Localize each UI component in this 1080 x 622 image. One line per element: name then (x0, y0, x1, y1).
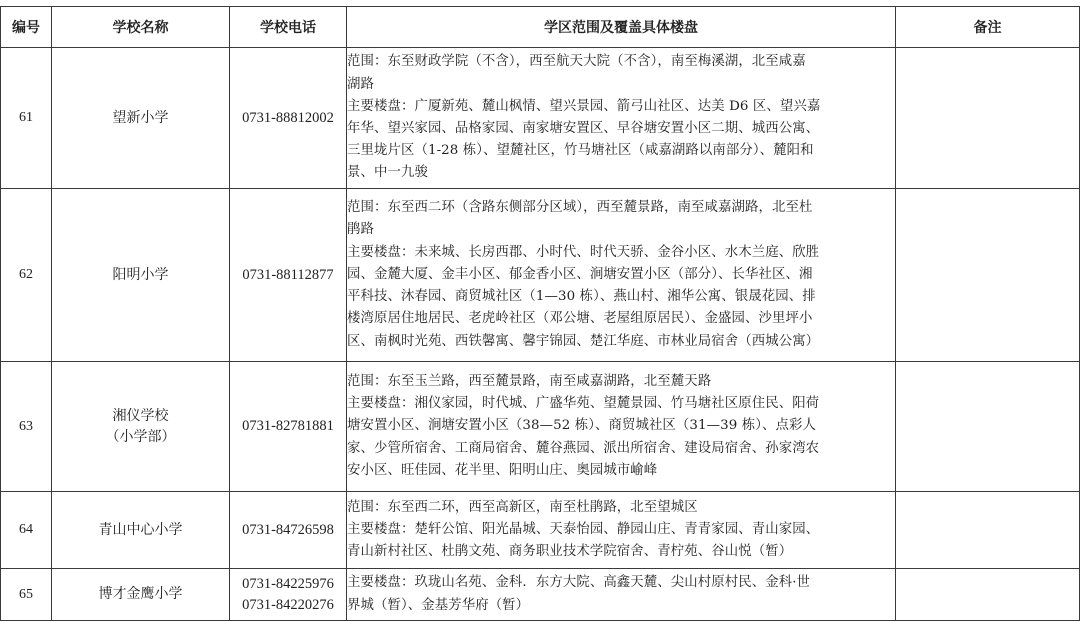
school-phone (230, 362, 347, 492)
scope-line: 景、中一九骏 (347, 165, 428, 181)
school-name (52, 48, 230, 189)
remarks (896, 48, 1080, 189)
school-number: 61 (1, 48, 52, 189)
table-body (1, 48, 1080, 621)
table-row (1, 569, 1080, 621)
header-school-name: 学校名称 (52, 7, 230, 48)
phone-number: 0731-84726598 (242, 521, 334, 538)
header-number: 编号 (1, 7, 52, 48)
scope-line: 三里垅片区（1-28 栋）、望麓社区，竹马塘社区（咸嘉湖路以南部分）、麓阳和 (347, 143, 814, 159)
school-name (52, 492, 230, 569)
district-scope (347, 492, 896, 569)
school-name (52, 362, 230, 492)
scope-line: 家、少管所宿舍、工商局宿舍、麓谷燕园、派出所宿舍、建设局宿舍、孙家湾农 (347, 440, 820, 456)
phone-number: 0731-82781881 (242, 418, 334, 434)
scope-line: 青山新村社区、杜鹃文苑、商务职业技术学院宿舍、青柠苑、谷山悦（暂） (347, 544, 793, 560)
remarks (896, 569, 1080, 621)
district-scope (347, 189, 896, 362)
scope-line: 范围：东至财政学院（不含），西至航天大院（不含），南至梅溪湖，北至咸嘉 (347, 54, 806, 70)
header-district-scope: 学区范围及覆盖具体楼盘 (347, 7, 896, 48)
table-row (1, 492, 1080, 569)
scope-line: 安小区、旺佳园、花半里、阳明山庄、奥园城市崳峰 (347, 462, 658, 478)
remarks (896, 492, 1080, 569)
school-number: 65 (1, 569, 52, 621)
remarks (896, 189, 1080, 362)
scope-line: 塘安置小区、涧塘安置小区（38—52 栋）、商贸城社区（31—39 栋）、点彩人 (347, 418, 816, 434)
scope-line: 楼湾原居住地居民、老虎岭社区（邓公塘、老屋组原居民）、金盛园、沙里坪小 (347, 311, 813, 327)
remarks (896, 362, 1080, 492)
scope-line: 范围：东至西二环（含路东侧部分区域），西至麓景路，南至咸嘉湖路，北至杜 (347, 200, 813, 216)
scope-line: 主要楼盘：楚轩公馆、阳光晶城、天泰怡园、静园山庄、青青家园、青山家园、 (347, 521, 820, 537)
school-number: 62 (1, 189, 52, 362)
phone-number: 0731-88812002 (242, 109, 334, 126)
table-row (1, 48, 1080, 189)
table-row (1, 362, 1080, 492)
header-row (1, 7, 1080, 48)
school-phone (230, 569, 347, 621)
scope-line: 年华、望兴家园、品格家园、南家塘安置区、早谷塘安置小区二期、城西公寓、 (347, 121, 820, 136)
scope-line: 园、金麓大厦、金丰小区、郁金香小区、涧塘安置小区（部分）、长华社区、湘 (347, 266, 813, 282)
scope-line: 主要楼盘：玖珑山名苑、金科．东方大院、高鑫天麓、尖山村原村民、金科·世 (347, 575, 811, 591)
phone-number: 0731-84225976 (242, 575, 334, 592)
district-scope (347, 362, 896, 492)
school-phone (230, 492, 347, 569)
school-name (52, 189, 230, 362)
school-district-table (0, 6, 1080, 621)
table-row (1, 189, 1080, 362)
district-scope (347, 48, 896, 189)
scope-line: 鹃路 (347, 222, 374, 238)
school-name-line: 阳明小学 (112, 266, 169, 283)
header-school-phone: 学校电话 (230, 7, 347, 48)
scope-line: 主要楼盘：广厦新苑、麓山枫情、望兴景园、箭弓山社区、达美 D6 区、望兴嘉 (347, 98, 821, 114)
school-number: 64 (1, 492, 52, 569)
scope-line: 主要楼盘：未来城、长房西郡、小时代、时代天骄、金谷小区、水木兰庭、欣胜 (347, 244, 820, 260)
scope-line: 主要楼盘：湘仪家园，时代城、广盛华苑、望麓景园、竹马塘社区原住民、阳荷 (347, 396, 820, 412)
scope-line: 区、南枫时光苑、西铁馨寓、馨宇锦园、楚江华庭、市林业局宿舍（西城公寓） (347, 333, 820, 349)
school-phone (230, 189, 347, 362)
school-name-line: （小学部） (105, 428, 176, 445)
scope-line: 界城（暂）、金基芳华府（暂） (347, 597, 530, 613)
phone-number: 0731-88112877 (242, 266, 334, 283)
school-name (52, 569, 230, 621)
scope-line: 平科技、沐春园、商贸城社区（1—30 栋）、燕山村、湘华公寓、银晟花园、排 (347, 289, 816, 305)
district-scope (347, 569, 896, 621)
school-name-line: 青山中心小学 (98, 521, 183, 538)
school-name-line: 望新小学 (112, 109, 169, 126)
school-number: 63 (1, 362, 52, 492)
school-phone (230, 48, 347, 189)
header-remarks: 备注 (896, 7, 1080, 48)
scope-line: 范围：东至玉兰路，西至麓景路，南至咸嘉湖路，北至麓天路 (347, 373, 712, 389)
scope-line: 湖路 (347, 76, 374, 92)
scope-line: 范围：东至西二环，西至高新区，南至杜鹃路，北至望城区 (347, 499, 698, 515)
school-name-line: 博才金鹰小学 (98, 586, 183, 602)
phone-number: 0731-84220276 (242, 596, 334, 613)
school-name-line: 湘仪学校 (112, 407, 169, 424)
